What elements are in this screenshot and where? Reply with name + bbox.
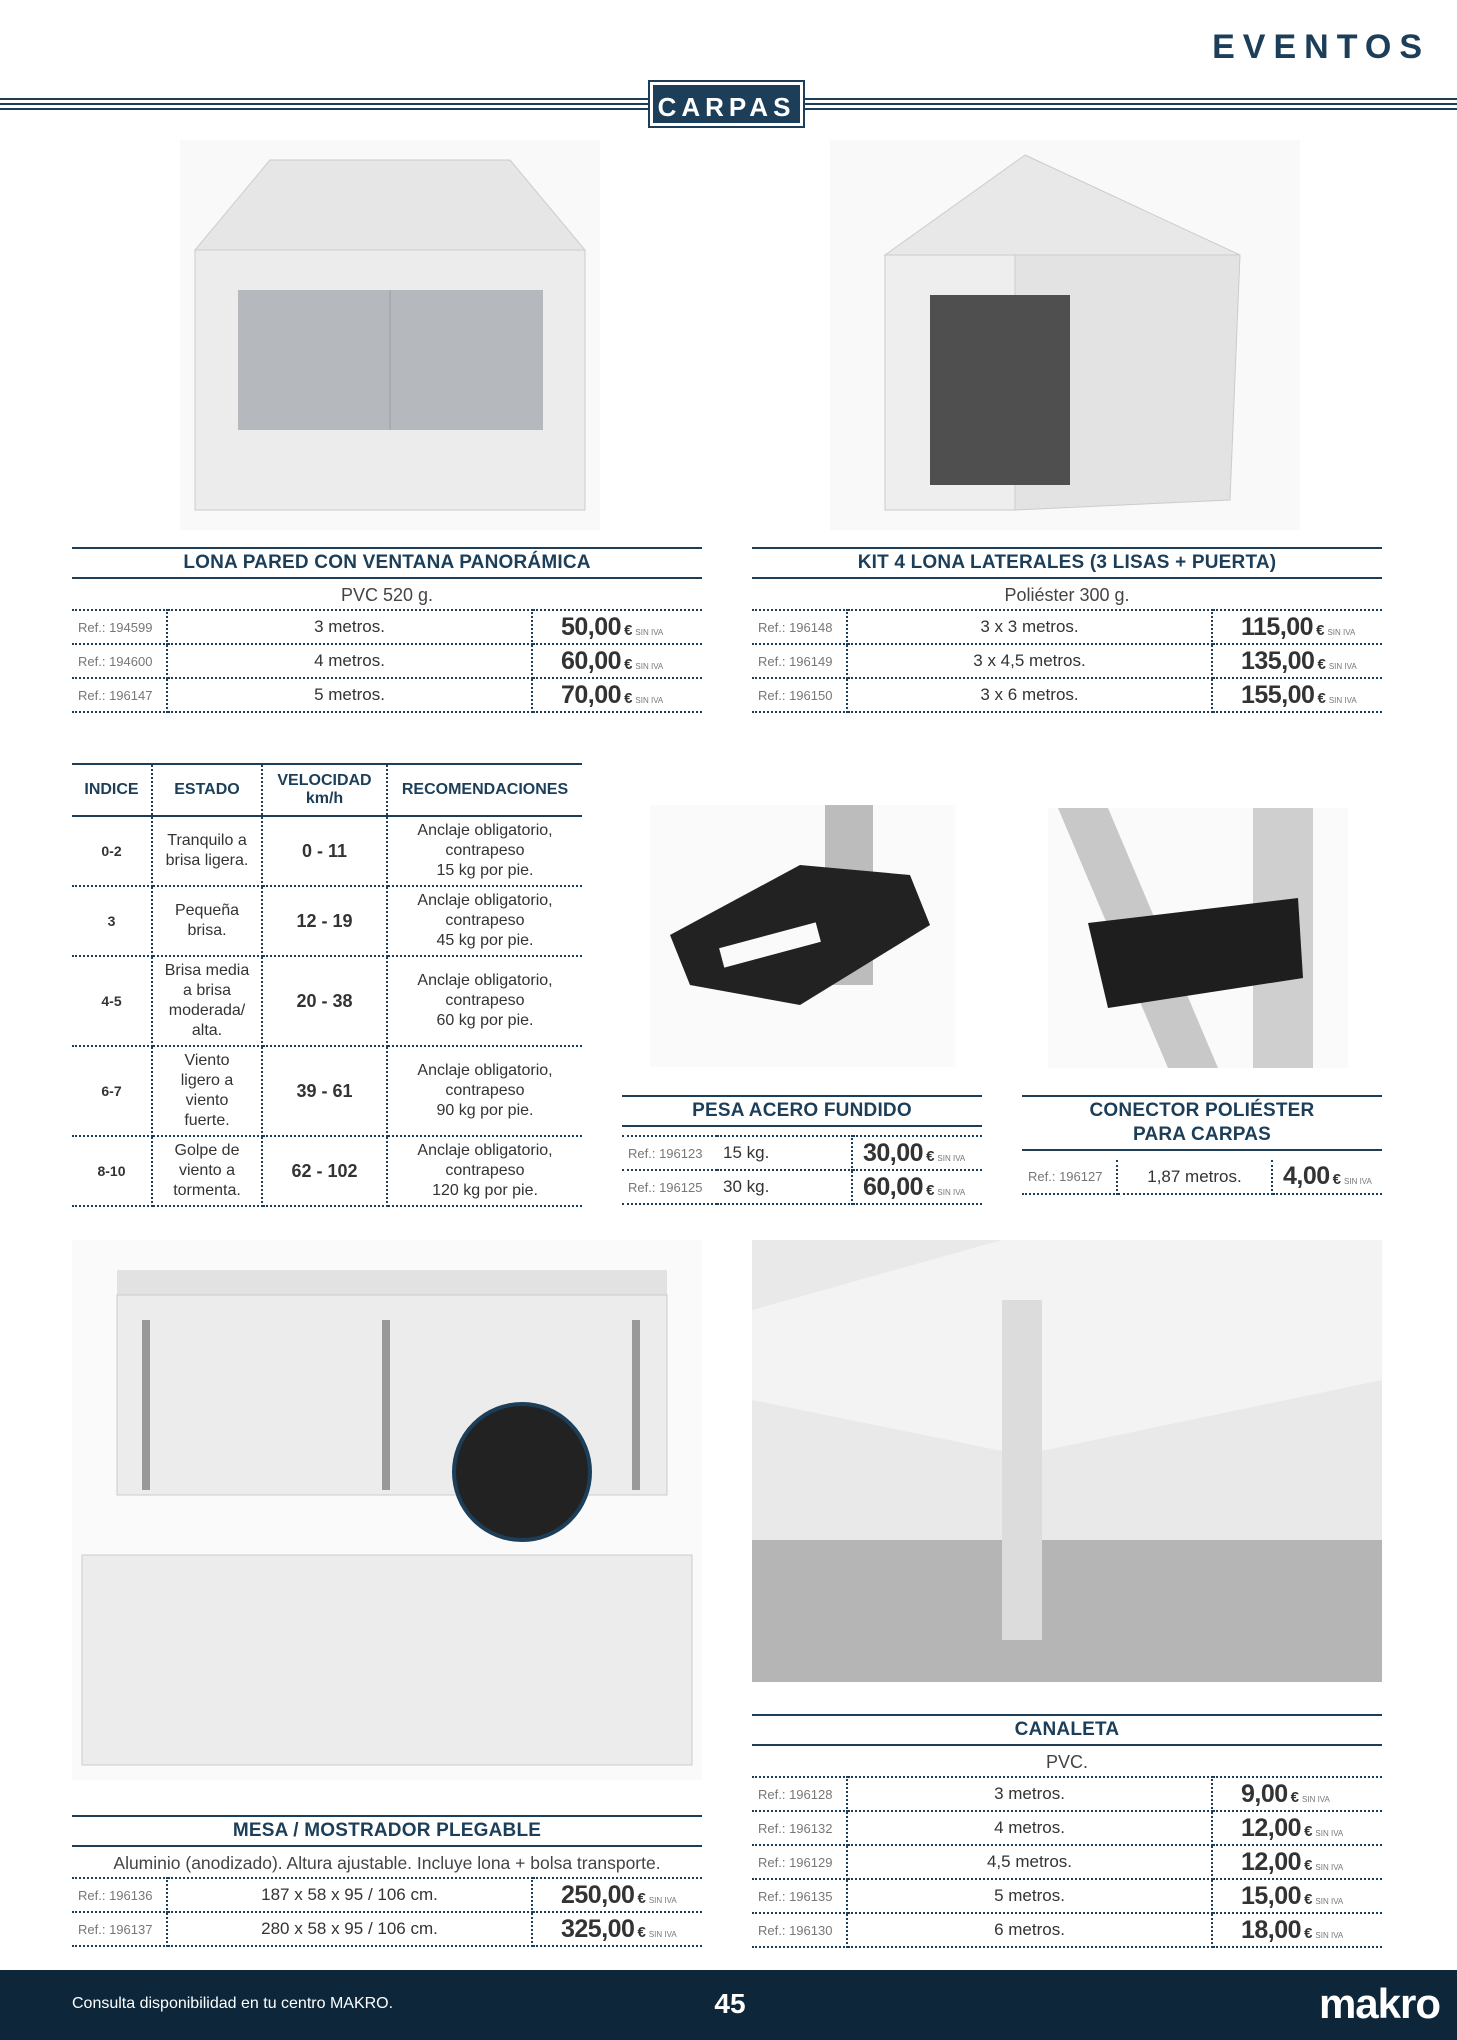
table-row: Ref.: 196147 5 metros. 70,00 € SIN IVA <box>72 678 702 712</box>
product-title: CONECTOR POLIÉSTER PARA CARPAS <box>1022 1095 1382 1151</box>
product-price-table <box>752 1776 1382 1948</box>
footer-bar <box>0 1970 1457 2040</box>
table-row: Ref.: 196135 5 metros. 15,00 € SIN IVA <box>752 1879 1382 1913</box>
table-row: 6-7 Viento ligero a viento fuerte. 39 - 61 Anclaje obligatorio, contrapeso 90 kg por pie. <box>72 1046 582 1136</box>
folding-counter-image <box>72 1240 702 1780</box>
page-number: 45 <box>714 1988 746 2019</box>
table-row: Ref.: 196123 15 kg. 30,00 € SIN IVA <box>622 1136 982 1170</box>
category-label: CARPAS <box>650 82 803 126</box>
wind-table: INDICE ESTADO VELOCIDAD km/h RECOMENDACIONES 0-2 Tranquilo a brisa ligera. 0 - 11 Anclaje obligatorio, contrapeso 15 kg por pie. 3 Pequeña brisa. 12 - 19 Anclaje obligatorio, contrapeso 45 kg por pie. 4-5 Brisa media a brisa moderada/ alta. 20 - 38 Anclaje obligatorio, contrapeso 60 kg por pie. 6-7 Viento ligero a viento fuerte. 39 - 61 Anclaje obligatorio, contrapeso 90 kg por pie. 8-10 Golpe de viento a tormenta. 62 - 102 Anclaje obligatorio, contrapeso 120 kg por pie. <box>72 763 582 1207</box>
tent-side-kit-image <box>830 140 1300 530</box>
gutter-image <box>752 1240 1382 1682</box>
table-row: Ref.: 194600 4 metros. 60,00 € SIN IVA <box>72 644 702 678</box>
table-row: Ref.: 196130 6 metros. 18,00 € SIN IVA <box>752 1913 1382 1947</box>
footer-note: Consulta disponibilidad en tu centro MAKRO. <box>72 1995 394 2012</box>
product-subtitle: PVC. <box>1045 1752 1088 1772</box>
connector-image <box>1048 808 1348 1068</box>
product-subtitle: PVC 520 g. <box>340 585 434 605</box>
product-title: PESA ACERO FUNDIDO <box>622 1095 982 1127</box>
product-price-table <box>752 609 1382 713</box>
product-price-table <box>72 1877 702 1947</box>
product-title: LONA PARED CON VENTANA PANORÁMICA <box>72 547 702 579</box>
product-price-table <box>72 609 702 713</box>
table-row: Ref.: 196150 3 x 6 metros. 155,00 € SIN IVA <box>752 678 1382 712</box>
section-title: EVENTOS <box>1212 28 1430 66</box>
product-title: CANALETA <box>752 1714 1382 1746</box>
table-row: 4-5 Brisa media a brisa moderada/ alta. 20 - 38 Anclaje obligatorio, contrapeso 60 kg por pie. <box>72 956 582 1046</box>
table-row: 8-10 Golpe de viento a tormenta. 62 - 102 Anclaje obligatorio, contrapeso 120 kg por pie. <box>72 1136 582 1206</box>
table-row: Ref.: 196136 187 x 58 x 95 / 106 cm. 250,00 € SIN IVA <box>72 1878 702 1912</box>
tent-wall-window-image <box>180 140 600 530</box>
table-row: Ref.: 196149 3 x 4,5 metros. 135,00 € SIN IVA <box>752 644 1382 678</box>
weight-image <box>650 805 955 1067</box>
table-row: Ref.: 196137 280 x 58 x 95 / 106 cm. 325,00 € SIN IVA <box>72 1912 702 1946</box>
table-row: Ref.: 196127 1,87 metros. 4,00 € SIN IVA <box>1022 1160 1382 1194</box>
product-subtitle: Aluminio (anodizado). Altura ajustable. Incluye lona + bolsa transporte. <box>113 1853 661 1873</box>
brand-logo: makro <box>1318 1980 1440 2027</box>
table-row: Ref.: 194599 3 metros. 50,00 € SIN IVA <box>72 610 702 644</box>
product-price-table <box>1022 1160 1382 1195</box>
table-row: 3 Pequeña brisa. 12 - 19 Anclaje obligatorio, contrapeso 45 kg por pie. <box>72 886 582 956</box>
product-subtitle: Poliéster 300 g. <box>1004 585 1130 605</box>
table-row: Ref.: 196129 4,5 metros. 12,00 € SIN IVA <box>752 1845 1382 1879</box>
table-row: 0-2 Tranquilo a brisa ligera. 0 - 11 Anclaje obligatorio, contrapeso 15 kg por pie. <box>72 816 582 886</box>
table-row: Ref.: 196148 3 x 3 metros. 115,00 € SIN IVA <box>752 610 1382 644</box>
product-title: KIT 4 LONA LATERALES (3 LISAS + PUERTA) <box>752 547 1382 579</box>
table-row: Ref.: 196128 3 metros. 9,00 € SIN IVA <box>752 1777 1382 1811</box>
product-price-table <box>622 1135 982 1205</box>
table-row: Ref.: 196125 30 kg. 60,00 € SIN IVA <box>622 1170 982 1204</box>
product-title: MESA / MOSTRADOR PLEGABLE <box>72 1815 702 1847</box>
table-row: Ref.: 196132 4 metros. 12,00 € SIN IVA <box>752 1811 1382 1845</box>
